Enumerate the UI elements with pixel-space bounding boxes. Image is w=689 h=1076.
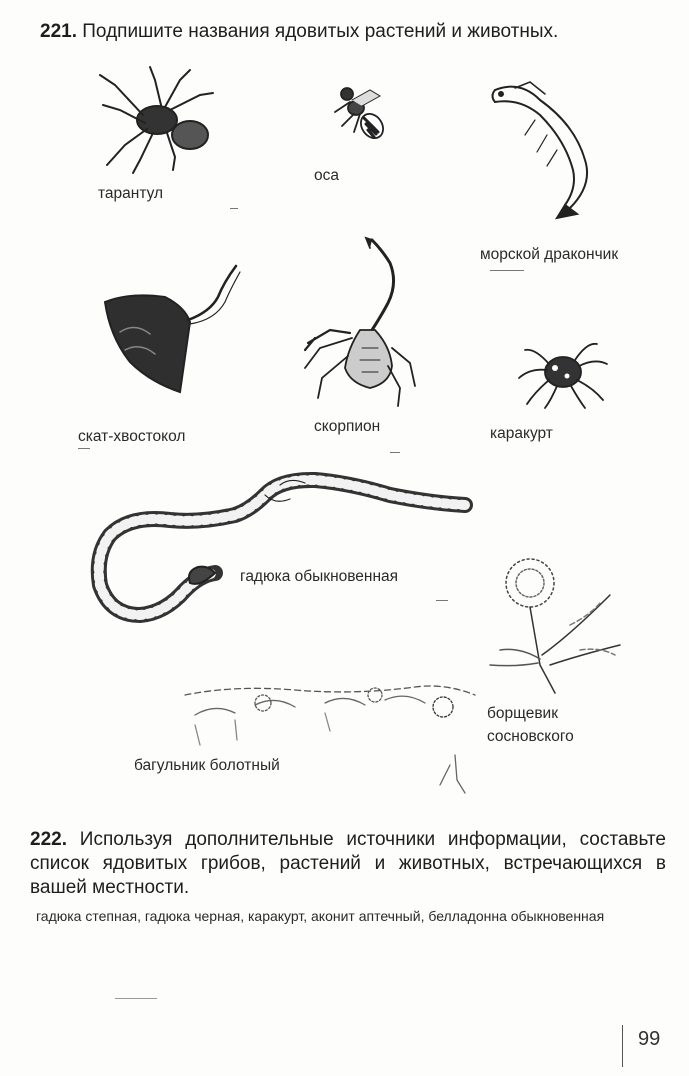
page-number: 99 [638, 1028, 661, 1050]
stingray-illustration [100, 262, 245, 397]
label-hogweed-line2: сосновского [487, 728, 574, 745]
tarantula-illustration [95, 65, 215, 175]
viper-illustration [90, 475, 470, 625]
page-number-rule [622, 1025, 623, 1067]
underline-stingray [78, 448, 90, 449]
label-weever: морской дракончик [480, 246, 619, 263]
task-221-header [40, 20, 558, 44]
label-tarantula: тарантул [98, 185, 164, 202]
task-222-text: Используя дополнительные источники информации, составьте список ядовитых грибов, растений и животных, встречающихся в вашей местности. [30, 829, 666, 898]
label-hogweed-line1: борщевик [487, 705, 558, 722]
label-wasp: оса [314, 167, 339, 184]
task-222-number: 222. [30, 829, 67, 850]
label-scorpion: скорпион [314, 418, 381, 435]
underline-scorpion [390, 452, 400, 453]
label-ledum: багульник болотный [134, 757, 280, 774]
karakurt-spider-illustration [515, 330, 610, 410]
weever-fish-illustration [485, 80, 605, 220]
label-karakurt: каракурт [490, 425, 553, 442]
scorpion-illustration [300, 238, 420, 408]
label-stingray: скат-хвостокол [78, 428, 186, 445]
ledum-illustration [175, 665, 485, 795]
underline-weever [490, 270, 524, 271]
answer-line-fragment [115, 998, 157, 999]
underline-tarantula [230, 208, 238, 209]
wasp-illustration [330, 82, 390, 144]
label-viper: гадюка обыкновенная [240, 568, 399, 585]
task-221-title: Подпишите названия ядовитых растений и животных. [82, 21, 559, 42]
task-222-answer: гадюка степная, гадюка черная, каракурт, аконит аптечный, белладонна обыкновенная [36, 908, 605, 924]
underline-viper [436, 600, 448, 601]
task-222-block [30, 828, 666, 900]
task-221-number: 221. [40, 21, 77, 42]
hogweed-illustration [470, 555, 630, 695]
